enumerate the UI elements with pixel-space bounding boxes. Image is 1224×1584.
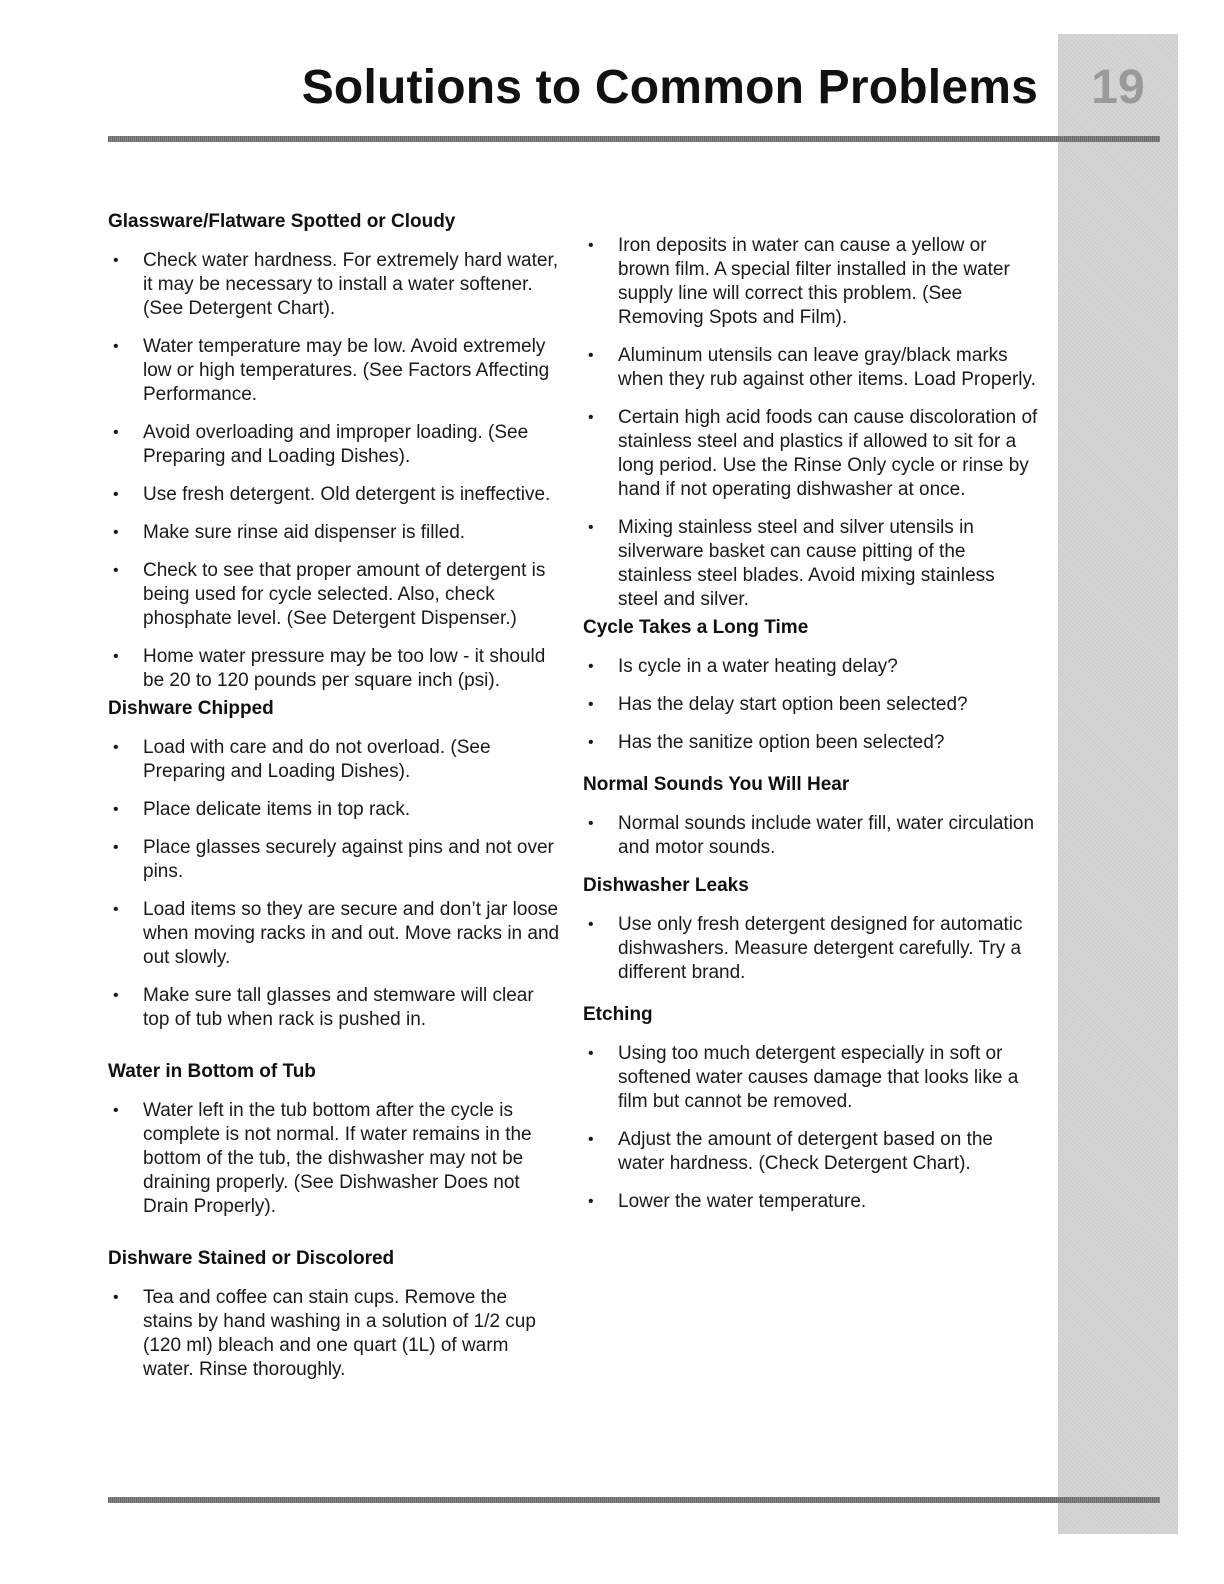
section-dishwasher-leaks	[583, 874, 1038, 985]
list-item: • Adjust the amount of detergent based on the water hardness. (Check Detergent Chart).	[583, 1128, 1038, 1176]
right-column	[583, 234, 1038, 1228]
section-water-in-tub	[108, 1060, 560, 1219]
section-heading: Dishware Stained or Discolored	[108, 1248, 395, 1269]
page-title: Solutions to Common Problems	[301, 61, 1038, 114]
list-item: • Check to see that proper amount of detergent is being used for cycle selected. Also, check phosphate level. (See Detergent Dispenser.)	[108, 559, 560, 631]
bullet-list	[583, 812, 1038, 860]
list-item: • Is cycle in a water heating delay?	[583, 655, 1038, 679]
list-item: • Avoid overloading and improper loading. (See Preparing and Loading Dishes).	[108, 421, 560, 469]
list-item: • Iron deposits in water can cause a yellow or brown film. A special filter installed in the water supply line will correct this problem. (See Removing Spots and Film).	[583, 234, 1038, 330]
page-side-tab	[1058, 34, 1178, 1534]
section-heading: Dishwasher Leaks	[583, 875, 749, 896]
section-heading: Glassware/Flatware Spotted or Cloudy	[108, 211, 456, 232]
list-item: • Make sure rinse aid dispenser is filled.	[108, 521, 560, 545]
list-item: • Home water pressure may be too low - it should be 20 to 120 pounds per square inch (psi).	[108, 645, 560, 693]
list-item: • Place glasses securely against pins and not over pins.	[108, 836, 560, 884]
list-item: • Normal sounds include water fill, water circulation and motor sounds.	[583, 812, 1038, 860]
list-item: • Tea and coffee can stain cups. Remove the stains by hand washing in a solution of 1/2 cup (120 ml) bleach and one quart (1L) of warm water. Rinse thoroughly.	[108, 1286, 560, 1382]
section-heading: Normal Sounds You Will Hear	[583, 774, 850, 795]
section-dishware-stained	[108, 1247, 560, 1382]
bullet-list	[108, 249, 560, 693]
bullet-list	[583, 913, 1038, 985]
section-heading: Etching	[583, 1004, 653, 1025]
section-normal-sounds	[583, 773, 1038, 860]
footer-divider	[108, 1497, 1160, 1503]
section-glassware-spotted	[108, 210, 560, 693]
list-item: • Certain high acid foods can cause discoloration of stainless steel and plastics if allowed to sit for a long period. Use the Rinse Only cycle or rinse by hand if not operating dishwasher at once.	[583, 406, 1038, 502]
list-item: • Water left in the tub bottom after the cycle is complete is not normal. If water remains in the bottom of the tub, the dishwasher may not be draining properly. (See Dishwasher Does not Drain Properly).	[108, 1099, 560, 1219]
page-number: 19	[1091, 61, 1145, 114]
list-item: • Aluminum utensils can leave gray/black marks when they rub against other items. Load Properly.	[583, 344, 1038, 392]
bullet-list	[583, 655, 1038, 755]
bullet-list	[108, 1286, 560, 1382]
list-item: • Has the sanitize option been selected?	[583, 731, 1038, 755]
list-item: • Use fresh detergent. Old detergent is ineffective.	[108, 483, 560, 507]
list-item: • Load with care and do not overload. (See Preparing and Loading Dishes).	[108, 736, 560, 784]
list-item: • Place delicate items in top rack.	[108, 798, 560, 822]
section-glassware-continued	[583, 234, 1038, 612]
left-column	[108, 210, 560, 1396]
section-cycle-long	[583, 616, 1038, 755]
list-item: • Load items so they are secure and don’t jar loose when moving racks in and out. Move racks in and out slowly.	[108, 898, 560, 970]
section-etching	[583, 1003, 1038, 1214]
section-heading: Water in Bottom of Tub	[108, 1061, 316, 1082]
bullet-list	[583, 1042, 1038, 1214]
list-item: • Check water hardness. For extremely hard water, it may be necessary to install a water softener. (See Detergent Chart).	[108, 249, 560, 321]
header-divider	[108, 136, 1160, 142]
list-item: • Lower the water temperature.	[583, 1190, 1038, 1214]
list-item: • Has the delay start option been selected?	[583, 693, 1038, 717]
bullet-list	[108, 1099, 560, 1219]
list-item: • Water temperature may be low. Avoid extremely low or high temperatures. (See Factors Affecting Performance.	[108, 335, 560, 407]
section-heading: Cycle Takes a Long Time	[583, 617, 809, 638]
bullet-list	[583, 234, 1038, 612]
bullet-list	[108, 736, 560, 1032]
list-item: • Use only fresh detergent designed for automatic dishwashers. Measure detergent carefully. Try a different brand.	[583, 913, 1038, 985]
list-item: • Using too much detergent especially in soft or softened water causes damage that looks like a film but cannot be removed.	[583, 1042, 1038, 1114]
section-dishware-chipped	[108, 697, 560, 1032]
list-item: • Make sure tall glasses and stemware will clear top of tub when rack is pushed in.	[108, 984, 560, 1032]
section-heading: Dishware Chipped	[108, 698, 274, 719]
list-item: • Mixing stainless steel and silver utensils in silverware basket can cause pitting of the stainless steel blades. Avoid mixing stainless steel and silver.	[583, 516, 1038, 612]
